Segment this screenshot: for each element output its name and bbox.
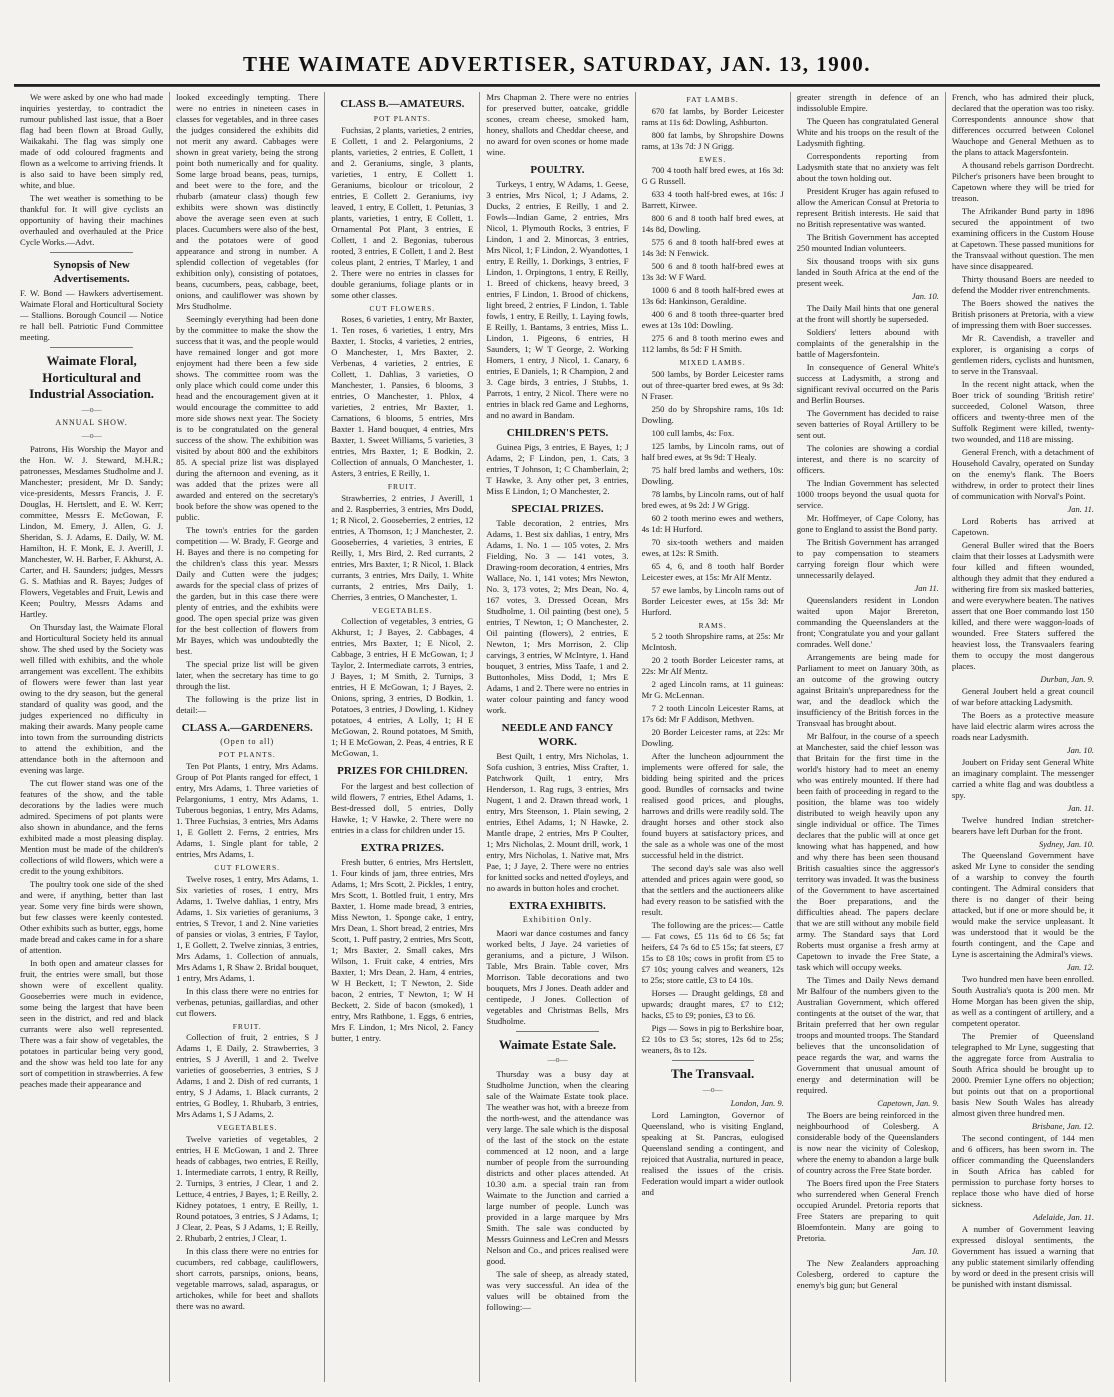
column-2 bbox=[169, 92, 324, 1382]
second-day-sale: The second day's sale was also well attended and prices again were good, so that the settlers and the auctioneers alike had every reason to be satisfied with the result. bbox=[641, 863, 784, 918]
dateline: London, Jan. 9. bbox=[730, 1098, 784, 1109]
implements-sale: After the luncheon adjournment the implements were offered for sale, the bidding being spirited and the prices good. Bundles of cornsacks and twine realised good prices, and ploughs, harrows and drills were readily sold. The draught horses and other stock also found buyers at satisfactory prices, and the sale as a whole was one of the most successful held in the district. bbox=[641, 751, 784, 861]
sale-line: 1000 6 and 8 tooth half-bred ewes at 13s 6d: Hankinson, Geraldine. bbox=[641, 285, 784, 307]
ornament: —o— bbox=[81, 430, 102, 440]
sale-line: 78 lambs, by Lincoln rams, out of half bred ewes, at 9s 2d: J W Grigg. bbox=[641, 488, 784, 510]
news-item: The Government has decided to raise seven batteries of Royal Artillery to be sent out. bbox=[796, 407, 939, 440]
news-item: Correspondents reporting from Ladysmith state that no anxiety was felt about the town holding out. bbox=[796, 151, 939, 183]
special-prizes-heading: SPECIAL PRIZES. bbox=[511, 503, 604, 516]
sale-line: 2 aged Lincoln rams, at 11 guineas: Mr G. McLennan. bbox=[641, 679, 784, 701]
news-item: The Afrikander Bund party in 1896 secured the appointment of two examining officers in the Custom House at Capetown. These passed munitions for the Transvaal without question. The men have since disappeared. bbox=[951, 206, 1094, 271]
sale-line: 7 2 tooth Lincoln Leicester Rams, at 17s 6d: Mr F Addison, Methven. bbox=[641, 703, 784, 725]
column-5 bbox=[635, 92, 790, 1382]
dateline: Jan. 10. bbox=[1066, 744, 1094, 755]
mixed-lambs-heading: MIXED LAMBS. bbox=[679, 358, 746, 368]
news-item: Two hundred men have been enrolled. South Australia's quota is 200 men. Mr Home Morgan has been given the ship, as well as a contingent of artillery, and a competent operator. bbox=[951, 974, 1094, 1029]
news-item: A thousand rebels garrison Dordrecht. Pilcher's prisoners have been brought to Capetown where they will be tried for treason. bbox=[951, 160, 1094, 203]
dateline: Jan. 11. bbox=[1067, 802, 1094, 813]
show-fruit: In both open and amateur classes for fruit, the entries were small, but those shown were of excellent quality. Gooseberries were much in evidence, some being the largest that have been seen in the district, and red and black currants were also well represented. There was a fair show of vegetables, the potatoes in particular being very good, and the show was held too late for any sort of competition in strawberries. A few peaches made their appearance and bbox=[20, 957, 164, 1089]
vegetables-results: Twelve varieties of vegetables, 2 entries, H E McGowan, 1 and 2. Three heads of cabbages, two entries, E Reilly, 1. Intermediate carrots, 1 entry, R Reilly, 2. Turnips, 3 entries, J Clear, 1 and 2. Lettuce, 4 entries, J Bayes, 1; E Reilly, 2. Kidney potatoes, 1 entry, E Reilly, 1. Round potatoes, 3 entries, S J Adams, 1; J Clear, 2. Peas, S J Adams, 1; E Reilly, 2. Rhubarb, 2 entries, J Clear, 1. bbox=[176, 1133, 319, 1243]
sale-line: 500 6 and 8 tooth half-bred ewes at 13s 3d: W F Ward. bbox=[641, 261, 784, 283]
sale-line: 57 ewe lambs, by Lincoln rams out of Border Leicester ewes, at 15s 3d: Mr Hurford. bbox=[641, 584, 784, 617]
sale-line: 670 fat lambs, by Border Leicester rams at 11s 6d: Dowling, Ashburton. bbox=[641, 105, 784, 127]
extra-prizes-continued: Mrs Chapman 2. There were no entries for preserved butter, oatcake, griddle scones, cream cheese, smoked ham, honey, shallots and Cheddar cheese, and no award for oven scones or home made wine. bbox=[486, 92, 629, 157]
sale-line: 70 six-tooth wethers and maiden ewes, at 12s: R Smith. bbox=[641, 536, 784, 558]
news-item: The Daily Mail hints that one general at the front will shortly be superseded. bbox=[796, 302, 939, 324]
rams-heading: RAMS. bbox=[698, 620, 727, 630]
dateline: Jan. 10. bbox=[911, 291, 939, 301]
cut-flowers-results: Twelve roses, 1 entry, Mrs Adams, 1. Six varieties of roses, 1 entry, Mrs Adams, 1. Twelve dahlias, 1 entry, Mrs Adams, 1. Six varieties of geraniums, 3 entries, S Trevor, 1 and 2. Nine varieties of pansies or violas, 3 entries, F Taylor, 1, E Gollett, 2. Twelve zinnias, 3 entries, Mrs Adams, 1. Collection of annuals, Mrs Adams 1, R Shaw 2. Bridal bouquet, 1 entry, Mrs Adams, 1. bbox=[176, 873, 319, 983]
sale-line: 60 2 tooth merino ewes and wethers, 4s 1d: H Hurford. bbox=[641, 512, 784, 534]
divider bbox=[50, 252, 133, 253]
news-item: The Queen has congratulated General White and his troops on the result of the Ladysmith fighting. bbox=[796, 116, 939, 148]
sale-line: 800 6 and 8 tooth half bred ewes, at 14s 8d, Dowling. bbox=[641, 213, 784, 235]
pig-prices: Pigs — Sows in pig to Berkshire boar, £2 10s to £3 5s; stores, 12s 6d to 25s; weaners, 8s to 12s. bbox=[641, 1023, 784, 1056]
class-b-heading: CLASS B.—AMATEURS. bbox=[340, 98, 465, 110]
sale-line: 65 4, 6, and 8 tooth half Border Leicester ewes, at 15s: Mr Alf Mentz. bbox=[641, 560, 784, 582]
fruit-heading: FRUIT. bbox=[232, 1021, 262, 1031]
ewes-heading: EWES. bbox=[698, 154, 727, 164]
cattle-prices: The following are the prices:— Cattle — Fat cows, £5 11s 6d to £6 5s; fat heifers, £4 7s 6d to £5 15s; fat steers, £7 15s to £8 10s; cows in profit from £5 to £7 10s; young calves and weaners, 12s to 25s; store cattle, £3 to £4 10s. bbox=[641, 920, 784, 986]
sale-line: 20 Border Leicester rams, at 22s: Mr Dowling. bbox=[641, 727, 784, 749]
news-item: General Buller wired that the Boers claim that their losses at Ladysmith were four killed and fifteen wounded, although they admit that they endured a withering fire from six masked batteries, and were everywhere beaten. The natives assert that one Boer commando lost 150 killed, and there were waggon-loads of wounded. Free Staters suffered the heaviest loss, the Transvaalers fearing them to occupy the most dangerous places. bbox=[951, 539, 1094, 671]
estate-sale-values: The sale of sheep, as already stated, was very successful. An idea of the values will be obtained from the following:— bbox=[486, 1268, 629, 1312]
fruit-heading: FRUIT. bbox=[387, 482, 417, 492]
committee-report: Seemingly everything had been done by the committee to make the show the success that it was, and the people would have remained longer and got more enjoyment had there been a few side shows. The committee room was the only place which could come under this head and the encouragement given at it would encourage the committee to add more side shows next year. The Society is to be congratulated on the general success of the show. The exhibition was visited by about 800 and the exhibitors 85. A special prize list was displayed during the afternoon and evening, as it was added that the prizes were all awarded and entered on the secretary's book before the show was opened to the public. bbox=[176, 314, 319, 522]
news-item: The Times and Daily News demand Mr Balfour of the numbers given to the Australian Government, which offered contingents at the outset of the war, that Britain preferred that her own regular troops and mounted troops. The Standard believes that the unconsolidation of peace regards the war, and warns the Government that unusual amount of energy and determination will be required. bbox=[796, 974, 939, 1095]
boer-flag-paragraph: We were asked by one who had made inquiries yesterday, to contradict the rumour published last issue, that a Boer flag had been flown at Broad Gully, Waikakahi. The flag was simply one made of odd coloured fragments and flown as a welcome to arriving friends. It is also said to have been simply red, white, and blue. bbox=[20, 92, 164, 190]
ornament: —o— bbox=[81, 405, 102, 415]
column-3 bbox=[324, 92, 479, 1382]
vegetables-heading: VEGETABLES. bbox=[372, 605, 433, 615]
sale-line: 20 2 tooth Border Leicester rams, at 22s: Mr Alf Mentz. bbox=[641, 655, 784, 677]
news-item: greater strength in defence of an indissoluble Empire. bbox=[796, 92, 939, 113]
dateline: Capetown, Jan. 9. bbox=[877, 1097, 939, 1108]
news-item: Joubert on Friday sent General White an imaginary complaint. The messenger carried a white flag and was doubtless a spy. bbox=[951, 756, 1094, 800]
dateline: Jan. 12. bbox=[1066, 962, 1094, 973]
sale-line: 500 lambs, by Border Leicester rams out of three-quarter bred ewes, at 9s 3d: N Fraser. bbox=[641, 368, 784, 401]
cut-flowers-heading: CUT FLOWERS. bbox=[214, 862, 281, 872]
open-to-all: (Open to all) bbox=[220, 737, 275, 747]
sale-line: 633 4 tooth half-bred ewes, at 16s: J Barrett, Kirwee. bbox=[641, 189, 784, 211]
poultry-heading: POULTRY. bbox=[530, 164, 585, 176]
column-6 bbox=[790, 92, 945, 1382]
news-item: French, who has admired their pluck, declared that the operation was too risky. Correspondents announce show that differences occurred between Colonel Wauchope and General Methuen as to the plans to attack Magersfontein. bbox=[951, 92, 1094, 157]
transvaal-heading: The Transvaal. bbox=[670, 1066, 755, 1082]
pot-plants-results: Ten Pot Plants, 1 entry, Mrs Adams. Group of Pot Plants ranged for effect, 1 entry, Mrs Adams, 1. Three varieties of Pelargoniums, 1 entry, Mrs Adams, 1. Tuberous begonias, 1 entry, Mrs Adams, 1. Three Fuchsias, 3 entries, Mrs Adams 1, E Gollett 2. Ferns, 2 entries, Mrs Adams, 1. Single plant for table, 2 entries, Mrs Adams, 1. bbox=[176, 760, 319, 859]
vegetables-heading: VEGETABLES. bbox=[216, 1123, 278, 1133]
prize-list-intro: The following is the prize list in detail:— bbox=[176, 694, 319, 715]
news-item: The colonies are showing a cordial interest, and there is no scarcity of officers. bbox=[796, 442, 939, 475]
news-item: In consequence of General White's success at Ladysmith, a strong and significant revival occurred on the Paris and Berlin Bourses. bbox=[796, 361, 939, 405]
sale-line: 275 6 and 8 tooth merino ewes and 112 lambs, 8s 5d: F H Smith. bbox=[641, 333, 784, 355]
extra-exhibits-heading: EXTRA EXHIBITS. bbox=[509, 900, 606, 913]
sale-line: 100 cull lambs, 4s: Fox. bbox=[651, 427, 735, 438]
news-item: President Kruger has again refused to allow the American Consul at Pretoria to represent British interests. He said that no British representative was wanted. bbox=[796, 186, 939, 229]
children-prizes-heading: PRIZES FOR CHILDREN. bbox=[337, 765, 468, 778]
garden-competition: The town's entries for the garden competition — W. Brady, F. George and H. Bayes and there is no competing for the children's class this year. Messrs Daily and Cutten were the judges; awards for the special class of prizes of the garden, but in this case there were plenty of entries, and the exhibits were good. The open special prize was given for the best collection of flowers from Mr Bayes, which was undoubtedly the best. bbox=[176, 525, 319, 656]
poultry-results: Turkeys, 1 entry, W Adams, 1. Geese, 3 entries, Mrs Nicol, 1; J Adams, 2. Ducks, 2 entries, E Reilly, 1 and 2. Fowls—Indian Game, 2 entries, Mrs Nicol, 1. Plymouth Rocks, 3 entries, F Lindon, 1 and 2. Minorcas, 3 entries, Mrs Nicol, 1; F Lindon, 2. Wyandottes, 1 entry, E Reilly, 1. Dorkings, 3 entries, F Lindon, 1. Orpingtons, 1 entry, E Reilly, 1. Breed of chickens, heavy breed, 3 entries, F Lindon, 1. Brood of chickens, light breed, 2 entries, F Lindon, 1. Table fowls, 1 entry, E Reilly, 1. Laying fowls, E Reilly, 1. Bantams, 3 entries, Miss L. Lindon, 1. Pigeons, 6 entries, H Saunders, 1; W T George, 2. Working Homers, 1 entry, J Nicol, 1. Canary, 6 entries, E Daniels, 1; R Champion, 2 and 3. Cage birds, 3 entries, J Stubbs, 1. Parrots, 1 entry, 2 Nicol. There were no entries in black red Game and Leghorns, and no award in Bandam. bbox=[486, 179, 629, 421]
estate-sale-report: Thursday was a busy day at Studholme Junction, when the clearing sale of the Waimate Estate took place. The weather was hot, with a breeze from the north-west, and the attendance was very large. The sale which is the disposal of the last of the stock on the estate commenced at 12 noon, and a large number of people from the surrounding districts and other places attended. At 10.30 a.m. a special train ran from Waimate to the Junction and carried a large number of people. Lunch was provided in a large marquee by Mrs Smith. The sale was conducted by Messrs Guinness and LeCren and Messrs Nelson and Co., and prices realised were good. bbox=[486, 1068, 629, 1266]
dateline: Jan. 10. bbox=[911, 1245, 939, 1256]
annual-show-heading: ANNUAL SHOW. bbox=[55, 418, 128, 428]
column-4 bbox=[479, 92, 634, 1382]
news-item: The Indian Government has selected 1000 troops beyond the usual quota for service. bbox=[796, 477, 939, 510]
news-item: The Queensland Government have asked Mr Lyne to consider the sending of a warship to convey the fourth contingent. The Admiral considers that there is no danger of their being attacked, but if one or more should be, it would make the service unpleasant. It was understood that it would be the fourth contingent, and the Cape and Lyne is ascertaining the Admiral's views. bbox=[951, 850, 1094, 960]
children-prizes: For the largest and best collection of wild flowers, 7 entries, Ethel Adams, 1. Best-dressed doll, 5 entries, Dolly Hawke, 1; V Hawke, 2. There were no entries in a class for children under 15. bbox=[331, 780, 474, 835]
fat-lambs-heading: FAT LAMBS. bbox=[686, 95, 739, 104]
news-item: Mr. Hoffmeyer, of Cape Colony, has gone to England to assist the Bond party. bbox=[796, 512, 939, 534]
vegetables-report: looked exceedingly tempting. There were no entries in nineteen cases in classes for vegetables, and in three cases the judges considered the exhibits did not merit any award. Cabbages were shown in great variety, being the strong point both numerically and for quality. Some large broad beans, peas, turnips, and beet were to the fore, and the rhubarb (amateur class) though few exhibits were shown was distinctly above the average seen even at such places. Cucumbers were also of the best, and the potatoes were of good appearance and strong in number. A splendid collection of vegetables (for exhibition only), consisting of potatoes, beans, cucumbers, peas, cabbage, beet, onions, and cauliflower was shown by Mrs Studholme. bbox=[176, 92, 319, 311]
dateline: Adelaide, Jan. 11. bbox=[1033, 1212, 1094, 1223]
dateline: Jan. 11. bbox=[1067, 504, 1094, 514]
news-item: Soldiers' letters abound with complaints of the generalship in the battle of Magersfontein. bbox=[796, 326, 939, 359]
synopsis-text: F. W. Bond — Hawkers advertisement. Waimate Floral and Horticultural Society — Stallions. Borough Council — Notice re hall bell. Patriotic Fund Committee meeting. bbox=[20, 288, 164, 343]
news-item: The second contingent, of 144 men and 6 officers, has been sworn in. The officer commanding the Queenslanders in South Africa has cabled for permission to purchase forty horses to replace those who have died of horse sickness. bbox=[951, 1133, 1094, 1210]
news-item: Lord Roberts has arrived at Capetown. bbox=[951, 515, 1094, 537]
amateur-pot-plants: Fuchsias, 2 plants, varieties, 2 entries, E Collett, 1 and 2. Pelargoniums, 2 plants, varieties, 2 entries, E Collett, 1 and 2. Geraniums, single, 3 plants, varieties, 1 entry, E Collett 1. Geraniums, bicolour or tricolour, 2 entries, E Collett 2. Geraniums, ivy leaved, 1 entry, E Collett, 1. Petunias, 3 plants, varieties, 1 entry, E Collett, 1. Ornamental Pot Plant, 3 entries, E Collett, 1 and 2. Begonias, tuberous rooted, 3 entries, E Collett, 1 and 2. Best coleus plant, 2 entries, T Marley, 1 and 2. There were no entries in classes for double geraniums, foliage plants or in some other classes. bbox=[331, 124, 474, 300]
class-a-heading: CLASS A.—GARDENERS. bbox=[181, 722, 313, 734]
synopsis-heading: Synopsis of New Advertisements. bbox=[53, 259, 130, 286]
needle-work-heading: NEEDLE AND FANCY WORK. bbox=[501, 722, 614, 749]
cut-flowers-heading: CUT FLOWERS. bbox=[369, 303, 436, 313]
sale-line: 575 6 and 8 tooth half-bred ewes at 14s 3d: N Fenwick. bbox=[641, 237, 784, 259]
show-report: On Thursday last, the Waimate Floral and Horticultural Society held its annual show. The shed used by the Society was well filled with exhibits, and the whole arrangement was excellent. The exhibits of flowers were fewer than last year owing to the dry season, but the general standard of quality was good, and the judges experienced no difficulty in making their awards. Many people came into town from the surrounding districts to attend the exhibition, and the attendance both in the afternoon and evening was large. bbox=[20, 621, 164, 775]
divider bbox=[672, 1060, 754, 1061]
ornament: —o— bbox=[702, 1085, 723, 1094]
ornament: —o— bbox=[547, 1055, 568, 1065]
news-item: Twelve hundred Indian stretcher-bearers have left Durban for the front. bbox=[951, 814, 1094, 836]
news-item: Thirty thousand Boers are needed to defend the Modder river entrenchments. bbox=[951, 274, 1094, 295]
sale-line: 125 lambs, by Lincoln rams, out of half bred ewes, at 9s 9d: T Healy. bbox=[641, 440, 784, 462]
sale-line: 75 half bred lambs and wethers, 10s: Dowling. bbox=[641, 464, 784, 486]
society-heading: Waimate Floral, Horticultural and Industrial Association. bbox=[29, 353, 155, 402]
pot-plants-heading: POT PLANTS. bbox=[218, 750, 276, 760]
horse-prices: Horses — Draught geldings, £8 and upwards; draught mares, £7 to £12; hacks, £5 to £9; ponies, £3 to £6. bbox=[641, 988, 784, 1021]
amateur-vegetables: Collection of vegetables, 3 entries, G Akhurst, 1; J Bayes, 2. Cabbages, 4 entries, Mrs Baxter, 1; E Nicol, 2. Cabbage, 3 entries, H E McGowan, 1; J Taylor, 2. Intermediate carrots, 3 entries, J Bayes, 1; M Smith, 2. Turnips, 3 entries, H E McGowan, 1; J Bayes, 2. Onions, spring, 3 entries, D Bodkin, 1. Potatoes, 3 entries, J Dowling, 1. Kidney potatoes, 4 entries, A Lolly, 1; H E McGowan, 2. Round potatoes, M Smith, 1; H E McGowan, 2. Peas, 4 entries, R E McGowan, 1. bbox=[331, 616, 474, 759]
extra-prizes-heading: EXTRA PRIZES. bbox=[360, 841, 444, 854]
news-item: General French, with a detachment of Household Cavalry, operated on Sunday on the enemy's flank. The Boers withdrew, in order to protect their lines of communication with Norval's Point. bbox=[951, 447, 1094, 501]
dateline: Durban, Jan. 9. bbox=[1040, 673, 1094, 684]
news-item: The British Government has accepted 250 mounted Indian volunteers. bbox=[796, 232, 939, 253]
society-officers: Patrons, His Worship the Mayor and the Hon. W. J. Steward, M.H.R.; patronesses, Mesdames Studholme and J. Manchester; president, Mr D. Sandy; vice-presidents, Messrs Francis, J. F. Douglas, H. Hertslett, and E. W. Kerr; committee, Messrs E. McGowan, F. Lindon, M. Emery, J. Allen, G. J. Sheridan, S. J. Adams, E. Daily, W. M. Hamilton, H. F. Monk, E. J. Averill, J. Manchester, W. H. Barber, F. Akhurst, A. Carter, and H. Saunders; judges, Messrs G. S. Mathias and R. Bayes; Judges of Flowers, Vegetables and Fruit, Lewis and Keen; Poultry, Messrs Adams and Hartley. bbox=[20, 443, 164, 619]
sale-line: 700 4 tooth half bred ewes, at 16s 3d: G G Russell. bbox=[641, 165, 784, 187]
dateline: Jan 11. bbox=[914, 582, 939, 593]
dateline: Sydney, Jan. 10. bbox=[1038, 838, 1094, 849]
exhibition-only: Exhibition Only. bbox=[522, 915, 593, 925]
news-item: The Boers are being reinforced in the neighbourhood of Colesberg. A considerable body of the Queenslanders is now near the vicinity of Coleskop, where the enemy to abandon a large bulk of country across the Free State border. bbox=[796, 1109, 939, 1175]
fruit-results: Collection of fruit, 2 entries, S J Adams 1, E Daily, 2. Strawberries, 3 entries, S J Averill, 1 and 2. Twelve varieties of gooseberries, 3 entries, S J Adams, 1 and 2. Dish of red currants, 1 entry, S J Adams, 1. Black currants, 2 entries, G Bodley, 1. Rhubarb, 3 entries, Mrs Adams 1, S J Adams, 2. bbox=[176, 1032, 319, 1120]
special-prizes-results: Table decoration, 2 entries, Mrs Adams, 1. Best six dahlias, 1 entry, Mrs Adams, 1. No. 1 — 105 votes, 2. Mrs Fielding, No. 3 — 141 votes, 3. Drawing-room decoration, 4 entries, Mrs Wallace, No. 1, 141 votes; Mrs Newton, No. 3, 173 votes, 2; Mrs Dean, No. 4, 167 votes, 3. Dressed Ocean, Mrs Studholme, 1. Oil painting (best one), 5 entries, T Newton, 1; O Manchester, 2. Oil painting (flowers), 2 entries, E Newton, 1; Mrs Morrison, 2. Clip carvings, 3 entries, W McIntyre, 1. Hand bouquet, 3 entries, Miss Taafe, 1 and 2. Buttonholes, Miss Dodd, 1; Mrs E Adams, 1 and 2. There were no entries in water colour painting and fancy wood work. bbox=[486, 518, 629, 716]
extra-exhibits-list: Maori war dance costumes and fancy worked belts, J Jaye. 24 varieties of geraniums, and a picture, J Wilson. Table, Mrs Brain. Table cover, Mrs Morrison. Table decorations and two bouquets, Mrs J Jones. Death adder and centipede, J Jones. Collection of vegetables and Christmas Bells, Mrs Studholme. bbox=[486, 927, 629, 1026]
pot-plants-heading: POT PLANTS. bbox=[373, 114, 431, 124]
news-item: The Premier of Queensland telegraphed to Mr Lyne, suggesting that the aggregate force from Australia to South Africa should be brought up to 2000. Premier Lyne offers no objection; but points out that on a proportional basis New South Wales has already almost given three hundred men. bbox=[951, 1031, 1094, 1119]
childrens-pets-results: Guinea Pigs, 3 entries, E Bayes, 1; J Adams, 2; F Lindon, pen, 1. Cats, 3 entries, T Johnson, 1; C Chamberlain, 2; T Hawke, 3. Any other pet, 3 entries, Miss E Lindon, 1; O Manchester, 2. bbox=[486, 442, 629, 497]
extra-prizes: Fresh butter, 6 entries, Mrs Hertslett, 1. Four kinds of jam, three entries, Mrs Adams, 1; Mrs Scott, 2. Pickles, 1 entry, Mrs Scott, 1. Bottled fruit, 1 entry, Mrs Baxter, 1. Home made bread, 3 entries, Miss Newton, 1. Sponge cake, 1 entry, Mrs Dean, 1. Short bread, 2 entries, Mrs Scott, 1. Puff pastry, 2 entries, Mrs Scott, 1; Mrs Baxter, 2. Small cakes, Mrs Wilson, 1. Fruit cake, 4 entries, Mrs Baxter, 1; Mrs Dean, 2. Ham, 4 entries, W H Beckett, 1; T Newton, 2. Side bacon, 2 entries, T Newton, 1; W H Beckett, 2. Side of bacon (smoked), 1 entry, Mrs Rathbone, 1. Eggs, 6 entries, Mrs F. Lindon, 1; Mrs Nicol, 2. Fancy butter, 1 entry. bbox=[331, 856, 474, 1043]
sale-line: 400 6 and 8 tooth three-quarter bred ewes at 13s 10d: Dowling. bbox=[641, 309, 784, 331]
amateur-fruit: Strawberries, 2 entries, J Averill, 1 and 2. Raspberries, 3 entries, Mrs Dodd, 1; R Nicol, 2. Gooseberries, 2 entries, 12 entries, A Thomson, 1; J Manchester, 2. Gooseberries, 4 varieties, 3 entries, E Reilly, 1, Mrs Bird, 2. Red currants, 2 entries, Mrs Baxter, 1; R Nicol, 1. Black currants, 3 entries, Mrs Daily, 1. White currants, 2 entries, Mrs Daily, 1. Cherries, 3 entries, O Manchester, 1. bbox=[331, 492, 474, 602]
childrens-pets-heading: CHILDREN'S PETS. bbox=[506, 427, 609, 440]
news-item: Mr Balfour, in the course of a speech at Manchester, said the chief lesson was that Britain for the first time in the world's history had to meet an enemy who was entirely mounted. If there had been faith of proceeding in regard to the position, the blame was too widely distributed to weigh heavily upon any single individual or office. The Times declares that the public will at once get knowing what has happened, and how and why there has been seen thousand British casualties since the aggressor's territory was invaded. It was the business of the Government to have ascertained the Boer preparations, and the difficulties ahead. The papers declare that we are still without any mobile field army. The Standard says that Lord Roberts must organise a fresh army at Capetown to invade the Free State, a task which will occupy weeks. bbox=[796, 730, 939, 972]
column-7 bbox=[945, 92, 1100, 1382]
divider bbox=[516, 1031, 598, 1032]
news-item: The British Government has arranged to pay compensation to steamers carrying foreign flour which were unnecessarily delayed. bbox=[796, 536, 939, 580]
news-item: Arrangements are being made for Parliament to meet on January 30th, as an outcome of the growing outcry against Britain's unpreparedness for the war, and the deadlock which the insufficiency of the British forces in the Transvaal has brought about. bbox=[796, 651, 939, 728]
masthead-rule bbox=[14, 84, 1100, 87]
news-item: A number of Government leaving expressed disloyal sentiments, the Government has issued a warning that any public statement similarly offending by word or deed in the present crisis will be punished with instant dismissal. bbox=[951, 1224, 1094, 1289]
news-item: The Boers fired upon the Free Staters who surrendered when General French occupied Arundel. Pretoria reports that Free Staters are preparing to quit Bloemfontein. Many are going to Pretoria. bbox=[796, 1177, 939, 1243]
news-item: The Boers as a protective measure have laid electric alarm wires across the roads near Ladysmith. bbox=[951, 709, 1094, 742]
amateur-cut-flowers: Roses, 6 varieties, 1 entry, Mr Baxter, 1. Ten roses, 6 varieties, 1 entry, Mrs Baxter, 1. Stocks, 4 varieties, 2 entries, O Manchester, 1, Mrs Baxter, 2. Verbenas, 4 varieties, 2 entries, E Collett, 1. Dahlias, 3 varieties, O Manchester, 1. Pansies, 6 blooms, 3 entries, O Manchester, 1. Phlox, 4 varieties, 2 entries, Mr Baxter, 1. Carnations, 6 blooms, 5 entries, Mrs Baxter 1. Hand bouquet, 4 entries, Mrs Baxter, 1. Sweet Williams, 5 varieties, 3 entries, Mrs Baxter, 1; E Bodkin, 2. Collection of annuals, O Manchester, 1. Asters, 3 entries, E Reilly, 1. bbox=[331, 314, 474, 479]
news-item: The Boers showed the natives the British prisoners at Pretoria, with a view of impressing them with Boer successes. bbox=[951, 298, 1094, 330]
dateline: Brisbane, Jan. 12. bbox=[1031, 1121, 1094, 1132]
cycle-works-advert: The wet weather is something to be thankful for. It will give cyclists an opportunity of having their machines overhauled and overhauled at the Price Cycle Works.—Advt. bbox=[20, 193, 164, 247]
special-prize-note: The special prize list will be given later, when the secretary has time to go through the list. bbox=[176, 659, 319, 691]
columns bbox=[14, 92, 1100, 1382]
news-item: Mr R. Cavendish, a traveller and explorer, is organising a corps of gentlemen riders, cyclists and huntsmen, to serve in the Transvaal. bbox=[951, 333, 1094, 376]
sale-line: 800 fat lambs, by Shropshire Downs rams, at 13s 7d: J N Grigg. bbox=[641, 129, 784, 151]
needle-work-results: Best Quilt, 1 entry, Mrs Nicholas, 1. Sofa cushion, 3 entries, Miss Crafter, 1. Patchwork Quilt, 1 entry, Mrs Henderson, 1. Rag rugs, 3 entries, Mrs Nugent, 1 and 2. Drawn thread work, 1 entry, Mrs Steenson, 1. Plain sewing, 2 entries, Ethel Adams, 1; N Hawke, 2. Mantle drape, 2 entries, Mrs P Coulter, 1; Mrs Nicholas, 2. Mount drill, work, 1 entry, Mrs Nicholas, 1. Native mat, Mrs Pae, 1; J Jaye, 2. There were no entries for knitted socks and netted d'oyleys, and no awards in button holes and crochet. bbox=[486, 751, 629, 894]
sale-line: 250 do by Shropshire rams, 10s 1d: Dowling. bbox=[641, 403, 784, 425]
lamington-speech: Lord Lamington, Governor of Queensland, who is visiting England, speaking at St. Pancras, eulogised Queensland sending a contingent, and rejoiced that Australia, nurtured in peace, realised the issues of the crisis. Federation would impart a wider outlook and bbox=[641, 1110, 784, 1198]
show-poultry: The poultry took one side of the shed and were, if anything, better than last year. Some very fine birds were shown, but few classes were keenly contested. Other exhibits such as butter, eggs, home made bread and cakes came in for a share of attention. bbox=[20, 878, 164, 955]
news-item: General Joubert held a great council of war before attacking Ladysmith. bbox=[951, 685, 1094, 707]
divider bbox=[50, 347, 133, 348]
cut-flowers-note: In this class there were no entries for verbenas, petunias, gaillardias, and other cut flowers. bbox=[176, 985, 319, 1018]
sale-line: 5 2 tooth Shropshire rams, at 25s: Mr McIntosh. bbox=[641, 631, 784, 653]
news-item: In the recent night attack, when the Boer trick of sounding 'British retire' succeeded, Colonel Watson, three officers and twenty-three men of the Suffolk Regiment were killed, twenty-two wounded, and 118 are missing. bbox=[951, 379, 1094, 444]
vegetables-note: In this class there were no entries for cucumbers, red cabbage, cauliflowers, short carrots, parsnips, onions, beans, vegetable marrows, salad, asparagus, or artichokes, while for beet and shallots there was no award. bbox=[176, 1245, 319, 1311]
show-flowers: The cut flower stand was one of the features of the show, and the table decorations by the ladies were much admired. Specimens of pot plants were also shown in abundance, and the ferns exhibited made a most pleasing display. Mention must be made of the children's collections of wild flowers, which were a credit to the young exhibitors. bbox=[20, 777, 164, 876]
column-1 bbox=[14, 92, 169, 1382]
news-item: The New Zealanders approaching Colesberg, ordered to capture the enemy's big gun; but General bbox=[796, 1257, 939, 1290]
masthead: THE WAIMATE ADVERTISER, SATURDAY, JAN. 13, 1900. bbox=[242, 52, 872, 76]
news-item: Queenslanders resident in London waited upon Major Brereton, commanding the Queenslanders at the front; 'Congratulate you and your gallant comrades. Well done.' bbox=[796, 594, 939, 649]
estate-sale-heading: Waimate Estate Sale. bbox=[498, 1036, 617, 1052]
news-item: Six thousand troops with six guns landed in South Africa at the end of the present week. bbox=[796, 256, 939, 288]
